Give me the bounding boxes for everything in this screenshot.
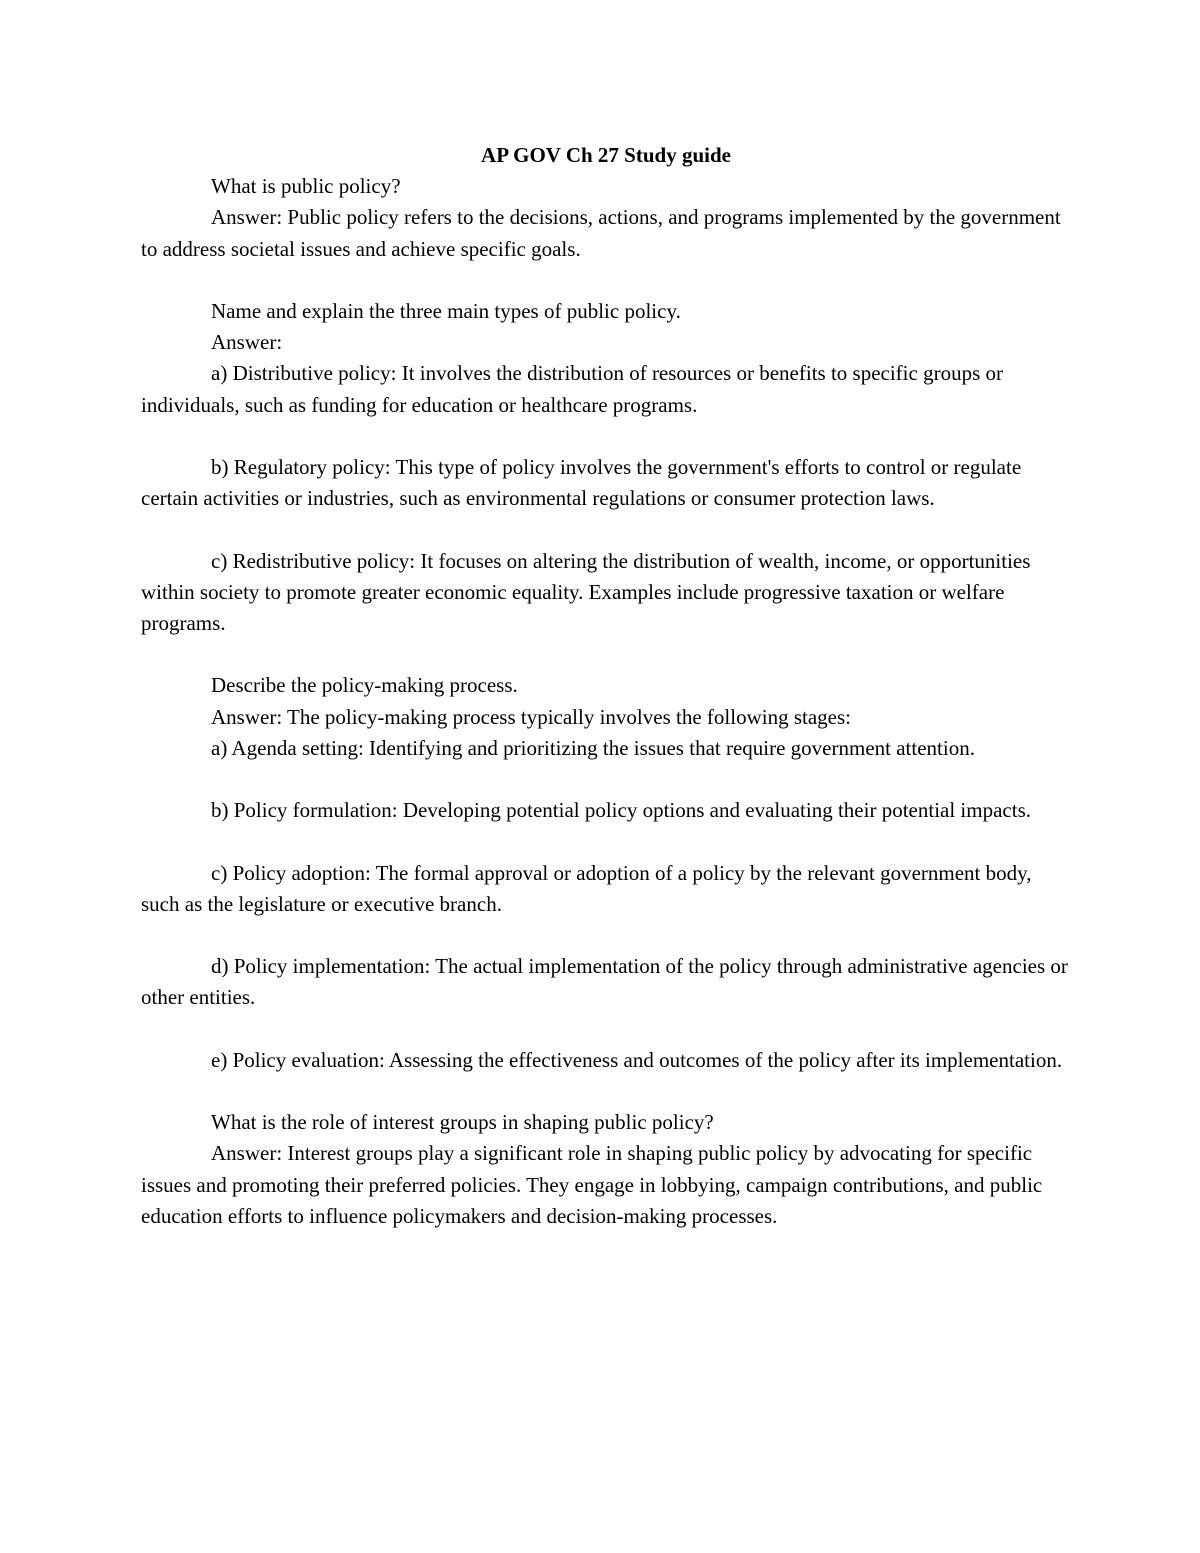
paragraph-spacer bbox=[141, 1014, 1071, 1045]
paragraph-spacer bbox=[141, 514, 1071, 545]
question-policy-process: Describe the policy-making process. bbox=[211, 673, 518, 698]
paragraph-spacer bbox=[141, 764, 1071, 795]
question-policy-types: Name and explain the three main types of public policy. bbox=[211, 299, 681, 323]
answer-regulatory-policy: b) Regulatory policy: This type of policy involves the government's efforts to control or regulate certain activities or industries, such as environmental regulations or consumer protection laws. bbox=[141, 455, 1022, 511]
stage-policy-formulation: b) Policy formulation: Developing potential policy options and evaluating their potential impacts. bbox=[211, 798, 1031, 823]
document-body bbox=[141, 140, 1071, 1232]
paragraph-spacer bbox=[141, 421, 1071, 452]
stage-policy-implementation: d) Policy implementation: The actual implementation of the policy through administrative agencies or other entities. bbox=[141, 954, 1068, 1010]
answer-policy-process: Answer: The policy-making process typically involves the following stages: bbox=[211, 704, 851, 729]
stage-policy-evaluation: e) Policy evaluation: Assessing the effectiveness and outcomes of the policy after its implementation. bbox=[211, 1047, 1063, 1072]
answer-label-policy-types: Answer: bbox=[211, 330, 283, 355]
paragraph-spacer bbox=[141, 920, 1071, 951]
question-interest-groups: What is the role of interest groups in shaping public policy? bbox=[211, 1110, 714, 1135]
paragraph-spacer bbox=[141, 639, 1071, 670]
stage-policy-adoption: c) Policy adoption: The formal approval or adoption of a policy by the relevant government body, such as the legislature or executive branch. bbox=[141, 860, 1032, 916]
document-title: AP GOV Ch 27 Study guide bbox=[481, 143, 731, 167]
answer-public-policy: Answer: Public policy refers to the decisions, actions, and programs implemented by the government to address societal issues and achieve specific goals. bbox=[141, 205, 1061, 261]
stage-agenda-setting: a) Agenda setting: Identifying and prioritizing the issues that require government attention. bbox=[211, 735, 975, 760]
answer-distributive-policy: a) Distributive policy: It involves the distribution of resources or benefits to specific groups or individuals, such as funding for education or healthcare programs. bbox=[141, 361, 1003, 417]
answer-redistributive-policy: c) Redistributive policy: It focuses on altering the distribution of wealth, income, or opportunities within society to promote greater economic equality. Examples include progressive taxation or welfare programs. bbox=[141, 548, 1031, 635]
paragraph-spacer bbox=[141, 265, 1071, 296]
paragraph-spacer bbox=[141, 826, 1071, 857]
question-public-policy: What is public policy? bbox=[211, 174, 401, 199]
answer-interest-groups: Answer: Interest groups play a significant role in shaping public policy by advocating for specific issues and promoting their preferred policies. They engage in lobbying, campaign contributions, and public education efforts to influence policymakers and decision-making processes. bbox=[141, 1141, 1043, 1228]
paragraph-spacer bbox=[141, 1076, 1071, 1107]
